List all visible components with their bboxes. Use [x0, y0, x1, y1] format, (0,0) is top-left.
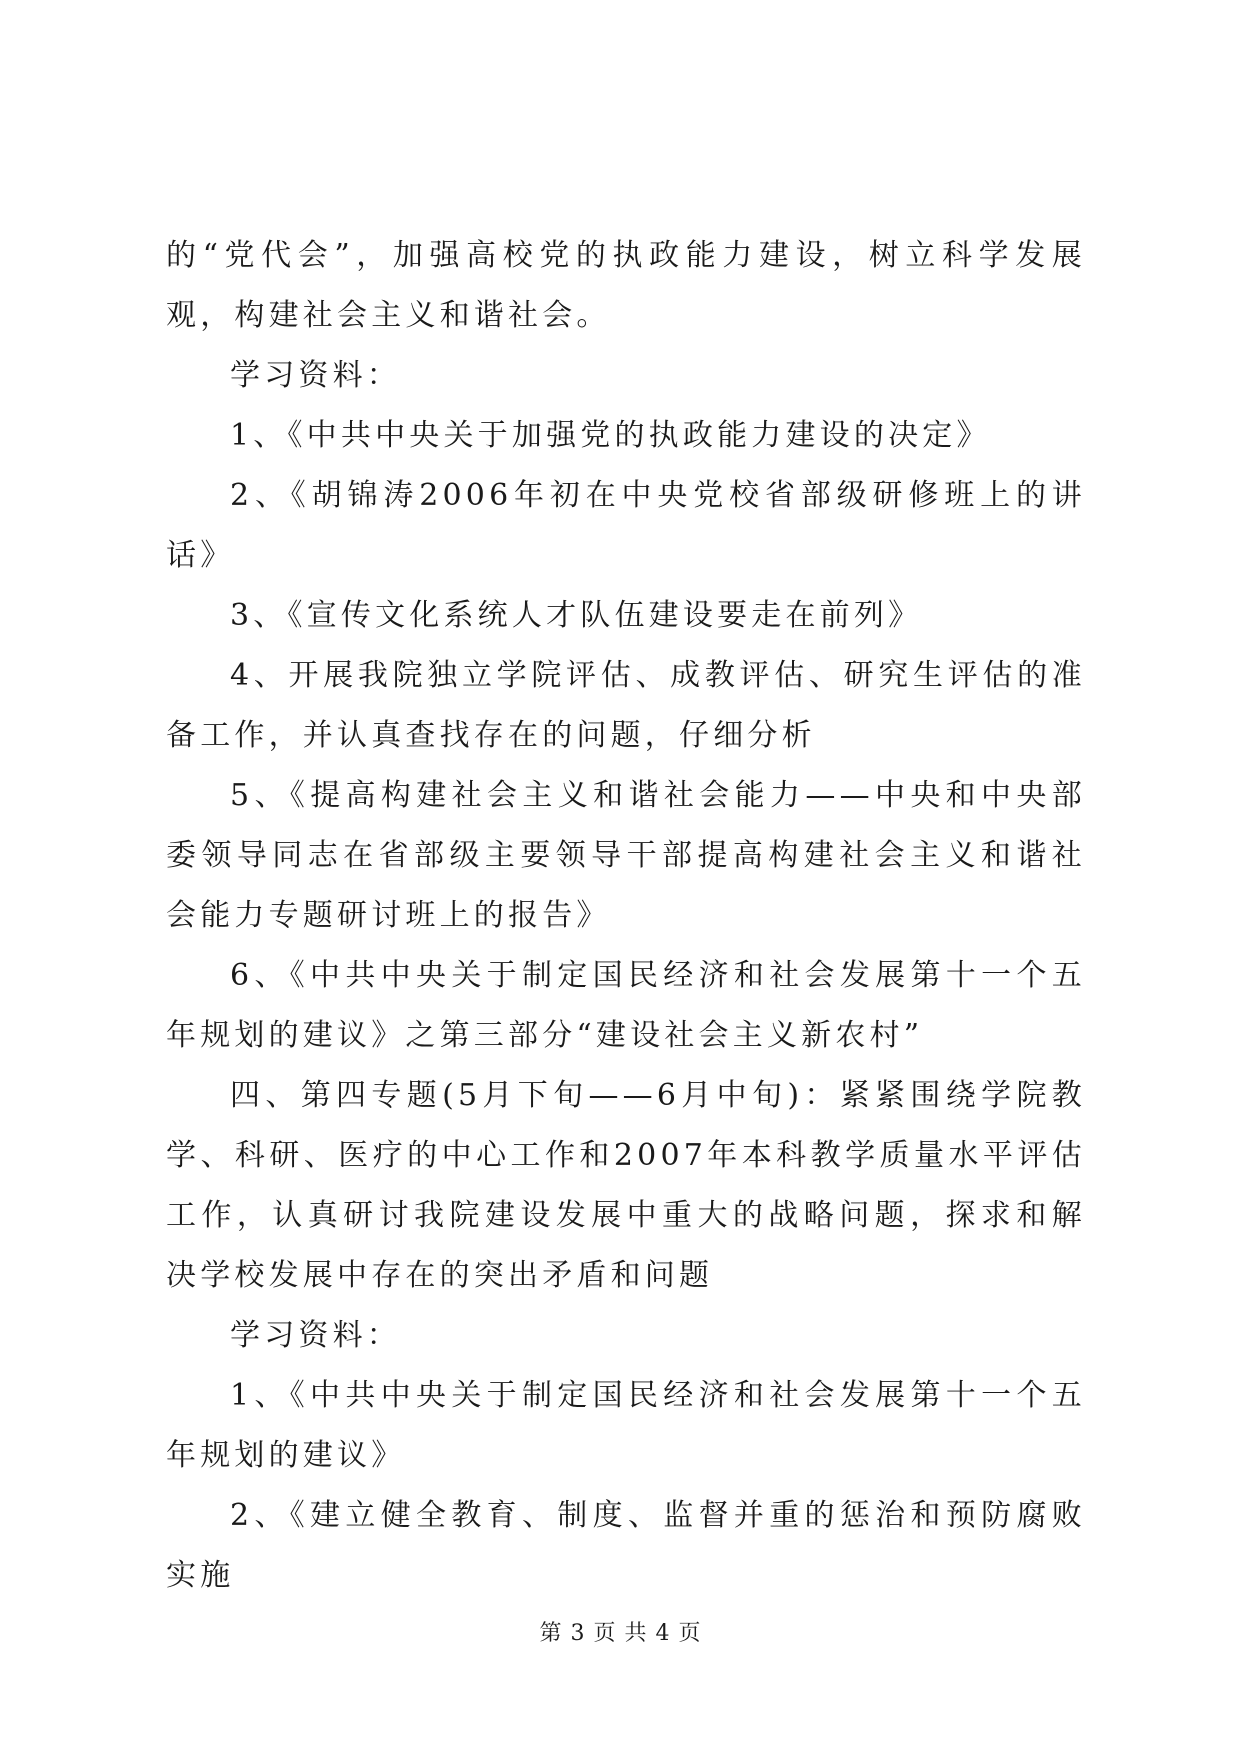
paragraph-item-5: 5、《提高构建社会主义和谐社会能力——中央和中央部委领导同志在省部级主要领导干部提高构建社会主义和谐社会能力专题研讨班上的报告》 [166, 778, 1086, 933]
paragraph-topic-4: 四、第四专题(5月下旬——6月中旬)：紧紧围绕学院教学、科研、医疗的中心工作和2007年本科教学质量水平评估工作，认真研讨我院建设发展中重大的战略问题，探求和解决学校发展中存在的突出矛盾和问题 [166, 1078, 1086, 1293]
paragraph-item-3: 3、《宣传文化系统人才队伍建设要走在前列》 [230, 598, 923, 633]
paragraph-item-1: 1、《中共中央关于加强党的执政能力建设的决定》 [230, 418, 991, 453]
paragraph-study-materials-heading: 学习资料： [230, 358, 401, 393]
paragraph-item-4: 4、开展我院独立学院评估、成教评估、研究生评估的准备工作，并认真查找存在的问题，仔细分析 [166, 658, 1086, 753]
paragraph-item-2: 2、《胡锦涛2006年初在中央党校省部级研修班上的讲话》 [166, 478, 1086, 573]
page-number-footer: 第 3 页 共 4 页 [539, 1621, 702, 1646]
document-body [166, 226, 1086, 1606]
paragraph-item-2b: 2、《建立健全教育、制度、监督并重的惩治和预防腐败实施 [166, 1498, 1086, 1593]
paragraph-study-materials-heading-2: 学习资料： [230, 1318, 401, 1353]
paragraph-item-1b: 1、《中共中央关于制定国民经济和社会发展第十一个五年规划的建议》 [166, 1378, 1086, 1473]
paragraph-continuation: 的“党代会”，加强高校党的执政能力建设，树立科学发展观，构建社会主义和谐社会。 [166, 238, 1086, 333]
paragraph-item-6: 6、《中共中央关于制定国民经济和社会发展第十一个五年规划的建议》之第三部分“建设社会主义新农村” [166, 958, 1086, 1053]
